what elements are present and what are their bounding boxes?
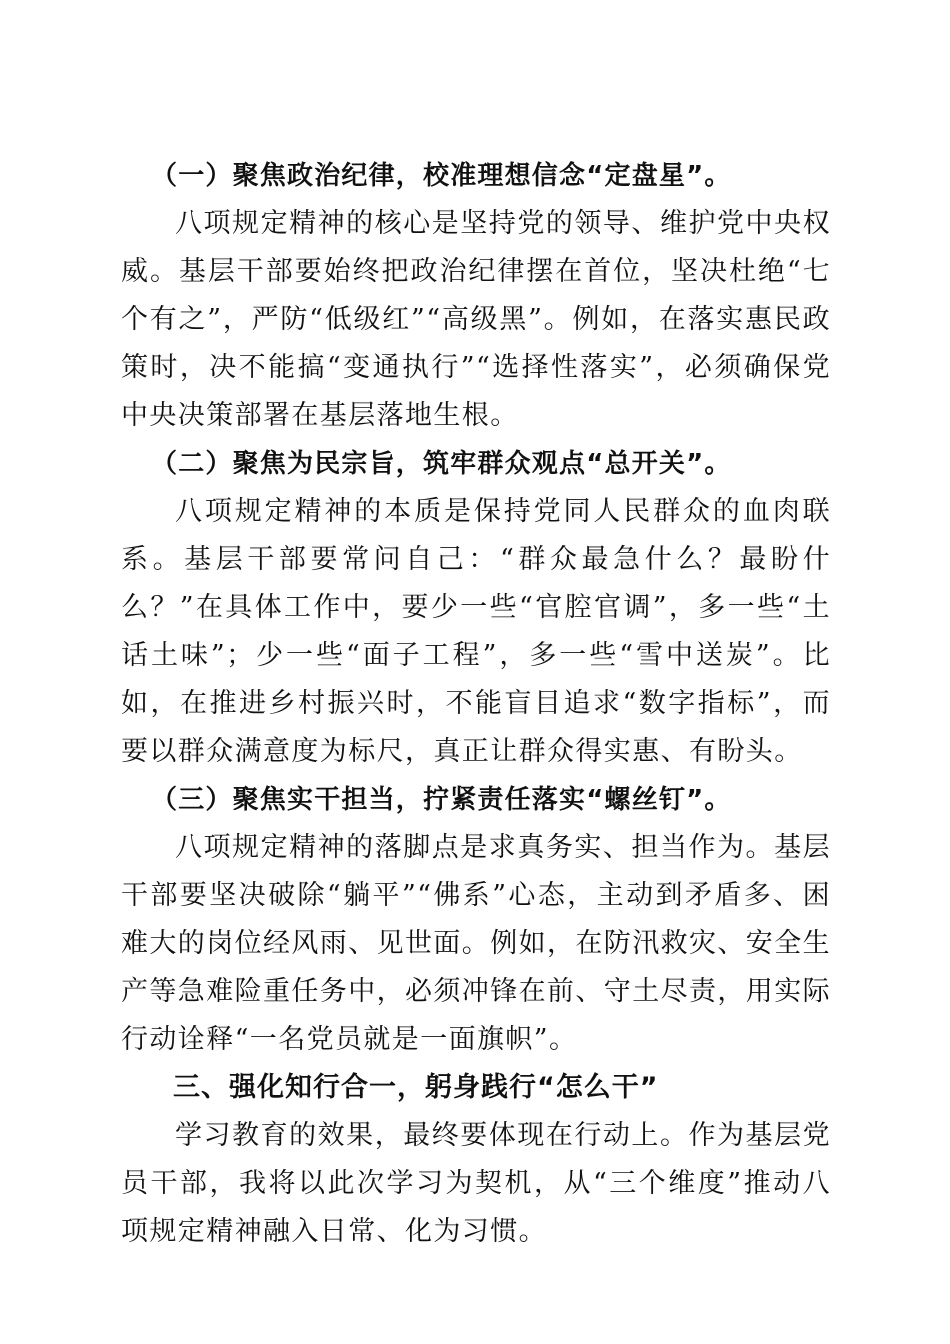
paragraph-4: 学习教育的效果，最终要体现在行动上。作为基层党员干部，我将以此次学习为契机，从“三个维度”推动八项规定精神融入日常、化为习惯。 [121, 1120, 831, 1247]
subheading-2: （二）聚焦为民宗旨，筑牢群众观点“总开关”。 [151, 449, 732, 479]
document-body [121, 152, 831, 1256]
section-heading-three: 三、强化知行合一，躬身践行“怎么干” [173, 1072, 659, 1103]
paragraph-1: 八项规定精神的核心是坚持党的领导、维护党中央权威。基层干部要始终把政治纪律摆在首位，坚决杜绝“七个有之”，严防“低级红”“高级黑”。例如，在落实惠民政策时，决不能搞“变通执行”“选择性落实”，必须确保党中央决策部署在基层落地生根。 [121, 208, 831, 431]
subheading-1: （一）聚焦政治纪律，校准理想信念“定盘星”。 [151, 161, 732, 191]
subheading-3: （三）聚焦实干担当，拧紧责任落实“螺丝钉”。 [151, 785, 732, 815]
paragraph-3: 八项规定精神的落脚点是求真务实、担当作为。基层干部要坚决破除“躺平”“佛系”心态，主动到矛盾多、困难大的岗位经风雨、见世面。例如，在防汛救灾、安全生产等急难险重任务中，必须冲锋在前、守土尽责，用实际行动诠释“一名党员就是一面旗帜”。 [121, 832, 831, 1055]
paragraph-2: 八项规定精神的本质是保持党同人民群众的血肉联系。基层干部要常问自己：“群众最急什么？最盼什么？”在具体工作中，要少一些“官腔官调”，多一些“土话土味”；少一些“面子工程”，多一些“雪中送炭”。比如，在推进乡村振兴时，不能盲目追求“数字指标”，而要以群众满意度为标尺，真正让群众得实惠、有盼头。 [121, 496, 831, 767]
